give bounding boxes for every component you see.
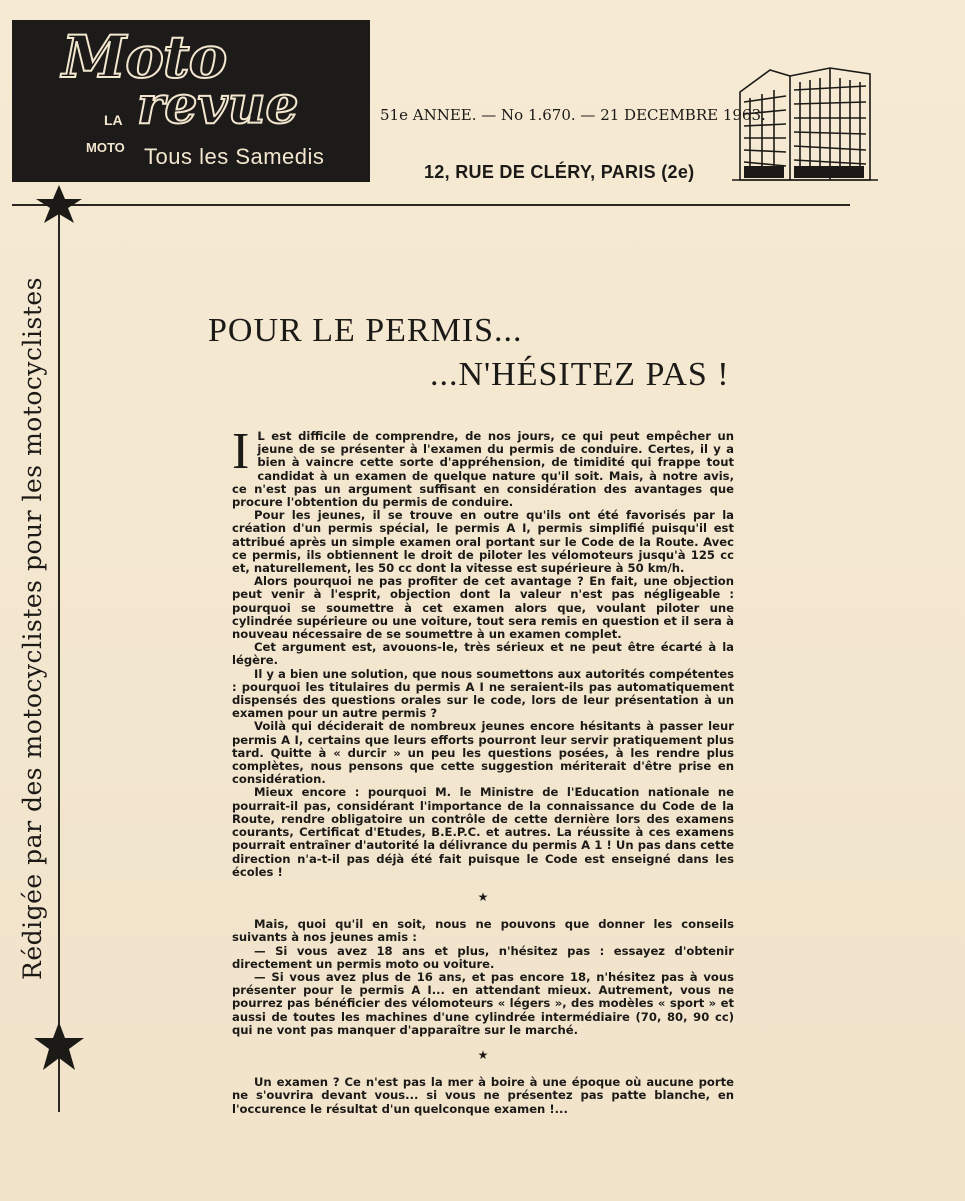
article-paragraph: Mieux encore : pourquoi M. le Ministre de l'Education nationale ne pourrait-il pas, considérant l'importance de la connaissance du Code de la Route, rendre obligatoire un contrôle de cette dernière lors des examens courants, Certificat d'Etudes, B.E.P.C. et autres. La réussite à ces examens pourrait entraîner d'autorité la délivrance du permis A 1 ! Un pas dans cette direction n'a-t-il pas déjà été fait puisque le Code est enseigné dans les écoles ! (232, 785, 734, 879)
article-paragraph: Cet argument est, avouons-le, très sérieux et ne peut être écarté à la légère. (232, 640, 734, 668)
side-rule (58, 214, 60, 1112)
tagline: Tous les Samedis (144, 144, 325, 169)
star-ornament-icon (32, 1020, 86, 1072)
article-paragraph: Pour les jeunes, il se trouve en outre qu'ils ont été favorisés par la création d'un permis spécial, le permis A I, permis simplifié puisqu'il est attribué après un simple examen oral portant sur le Code de la Route. Avec ce permis, ils obtiennent le droit de piloter les vélomoteurs jusqu'à 125 cc et, naturellement, les 50 cc dont la vitesse est supérieure à 50 km/h. (232, 508, 734, 576)
masthead-logo-block (12, 20, 370, 182)
article-paragraph: I L est difficile de comprendre, de nos jours, ce qui peut empêcher un jeune de se présenter à l'examen du permis de conduire. Certes, il y a bien à vaincre cette sorte d'appréhension, de timidité qui frappe tout candidat à un examen de quelque nature qu'il soit. Mais, à notre avis, ce n'est pas un argument suffisant en considération des avantages que procure l'obtention du permis de conduire. (232, 423, 734, 510)
sidebar-slogan: Rédigée par des motocyclistes pour les motocyclistes (18, 276, 47, 980)
article-paragraph: Il y a bien une solution, que nous soumettons aux autorités compétentes : pourquoi les titulaires du permis A I ne seraient-ils pas automatiquement dispensés des questions orales sur le code, lors de leur présentation à un examen pour un autre permis ? (232, 666, 734, 721)
section-separator-star-icon: ★ (477, 1047, 489, 1062)
logo-moto-word: Moto (62, 23, 227, 91)
article-paragraph: Un examen ? Ce n'est pas la mer à boire à une époque où aucune porte ne s'ouvrira devant vous... si vous ne présentez pas patte blanche, en l'occurence le résultat d'un quelconque examen !... (232, 1075, 734, 1116)
headline-line-1: POUR LE PERMIS... (208, 312, 523, 349)
article-paragraph: — Si vous avez plus de 16 ans, et pas encore 18, n'hésitez pas à vous présenter pour le permis A I... en attendant mieux. Autrement, vous ne pourrez pas bénéficier des vélomoteurs « légers », des modèles « sport » et aussi de toutes les machines d'une cylindrée intermédiaire (70, 80, 90 cc) qui ne vont pas manquer d'apparaître sur le marché. (232, 969, 734, 1037)
article-paragraph: Voilà qui déciderait de nombreux jeunes encore hésitants à passer leur permis A I, certains que leurs efforts pourront leur servir pratiquement plus tard. Quitte à « durcir » un peu les questions posées, à les rendre plus complètes, nous pensons que cette suggestion mériterait d'être prise en considération. (232, 719, 734, 787)
building-illustration-icon (730, 62, 880, 186)
headline-line-2: ...N'HÉSITEZ PAS ! (430, 356, 730, 393)
article-paragraph: Alors pourquoi ne pas profiter de cet avantage ? En fait, une objection peut venir à l'esprit, objection dont la valeur n'est pas négligeable : pourquoi se soumettre à cet examen alors que, voulant piloter une cylindrée supérieure ou une voiture, tout sera remis en question et il sera à nouveau nécessaire de se soumettre à un examen complet. (232, 574, 734, 642)
issue-info: 51e ANNEE. — No 1.670. — 21 DECEMBRE 1963. (380, 106, 766, 124)
star-ornament-icon (34, 184, 84, 224)
logo-moto-small-word: MOTO (86, 140, 125, 155)
article-paragraph: — Si vous avez 18 ans et plus, n'hésitez pas : essayez d'obtenir directement un permis moto ou voiture. (232, 943, 734, 971)
drop-cap: I (232, 423, 250, 480)
publisher-address: 12, RUE DE CLÉRY, PARIS (2e) (424, 162, 695, 182)
article-body (232, 423, 734, 1116)
logo-la-word: LA (104, 112, 123, 128)
article-paragraph: Mais, quoi qu'il en soit, nous ne pouvons que donner les conseils suivants à nos jeunes amis : (232, 917, 734, 945)
logo-revue-word: revue (137, 75, 299, 136)
top-rule (12, 204, 850, 206)
section-separator-star-icon: ★ (477, 889, 489, 904)
